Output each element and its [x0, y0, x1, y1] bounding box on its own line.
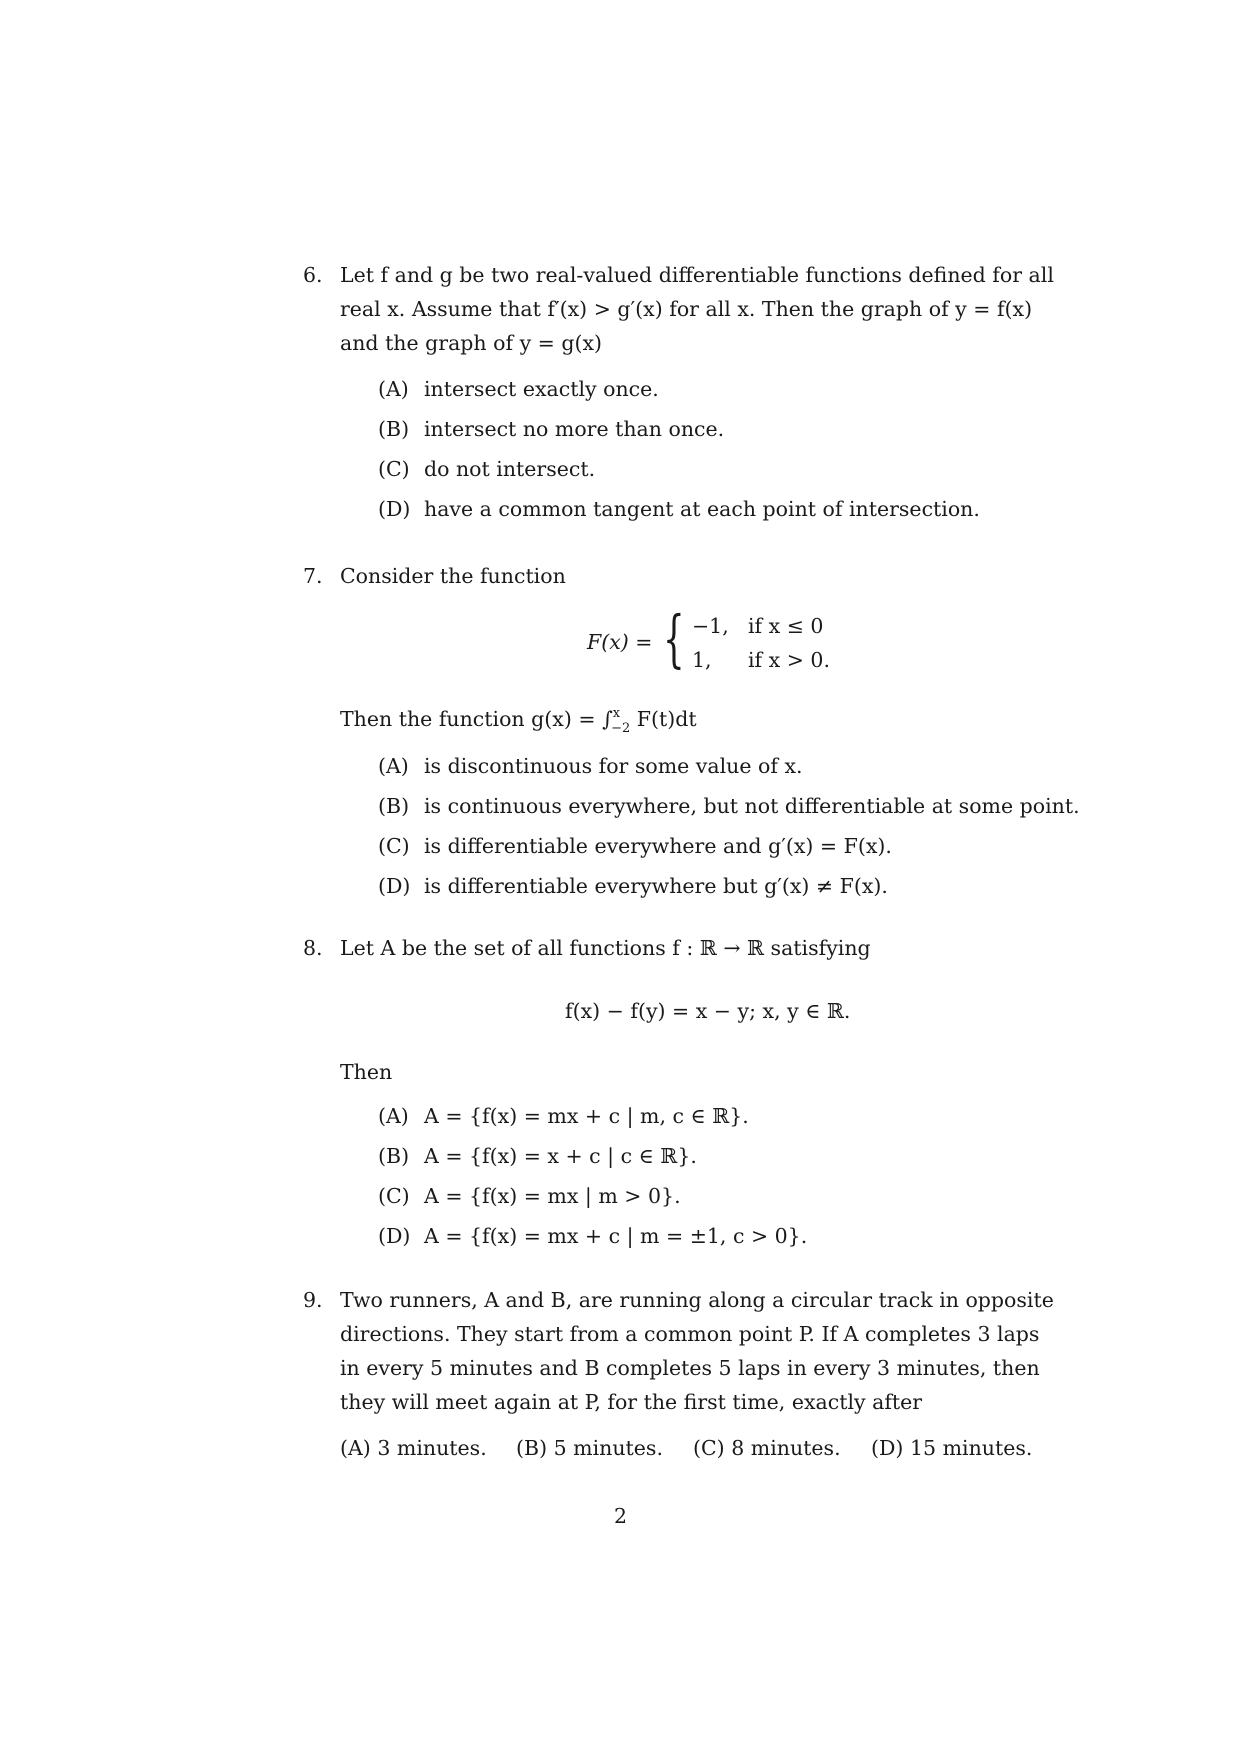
option-label: (B): [516, 1436, 548, 1460]
option-a: [340, 1436, 487, 1460]
page-number: 2: [613, 1504, 628, 1528]
question-text-line: Let f and g be two real-valued differentiable functions defined for all: [340, 263, 1054, 287]
question-number: 8.: [303, 936, 323, 960]
option-d: [378, 1224, 807, 1248]
option-label: (C): [378, 1184, 410, 1208]
integral-prefix: Then the function g(x) = ∫: [340, 707, 613, 731]
option-text: 3 minutes.: [377, 1436, 487, 1460]
option-text: A = {f(x) = x + c | c ∈ ℝ}.: [424, 1144, 697, 1168]
option-text: A = {f(x) = mx + c | m, c ∈ ℝ}.: [424, 1104, 749, 1128]
option-label: (D): [378, 874, 411, 898]
option-label: (C): [693, 1436, 725, 1460]
question-text-line: directions. They start from a common point P. If A completes 3 laps: [340, 1322, 1040, 1346]
option-a: [378, 754, 803, 778]
option-text: intersect exactly once.: [424, 377, 659, 401]
question-number: 6.: [303, 263, 323, 287]
question-text-line: Two runners, A and B, are running along a circular track in opposite: [340, 1288, 1054, 1312]
option-c: [378, 1184, 681, 1208]
case-1-value: −1,: [692, 614, 729, 638]
option-label: (D): [378, 497, 411, 521]
option-text: is differentiable everywhere but g′(x) ≠ F(x).: [424, 874, 888, 898]
question-number: 9.: [303, 1288, 323, 1312]
option-text: is differentiable everywhere and g′(x) = F(x).: [424, 834, 892, 858]
question-number: 7.: [303, 564, 323, 588]
question-text-line: Consider the function: [340, 564, 566, 588]
option-text: intersect no more than once.: [424, 417, 725, 441]
option-d: [378, 497, 980, 521]
option-a: [378, 1104, 749, 1128]
option-a: [378, 377, 659, 401]
integral-upper-limit: x: [612, 706, 621, 721]
option-label: (B): [378, 794, 410, 818]
question-text-line: in every 5 minutes and B completes 5 laps in every 3 minutes, then: [340, 1356, 1040, 1380]
question-text-line: and the graph of y = g(x): [340, 331, 603, 355]
option-c: [378, 457, 595, 481]
option-label: (C): [378, 457, 410, 481]
option-label: (A): [378, 377, 409, 401]
question-text-line: real x. Assume that f′(x) > g′(x) for all x. Then the graph of y = f(x): [340, 297, 1033, 321]
option-label: (A): [378, 754, 409, 778]
option-c: [693, 1436, 841, 1460]
option-text: 15 minutes.: [909, 1436, 1033, 1460]
functional-equation: f(x) − f(y) = x − y; x, y ∈ ℝ.: [565, 999, 851, 1023]
option-d: [871, 1436, 1032, 1460]
option-label: (D): [871, 1436, 904, 1460]
option-c: [378, 834, 892, 858]
option-text: A = {f(x) = mx | m > 0}.: [424, 1184, 681, 1208]
question-text-line: [340, 706, 697, 736]
option-b: [378, 794, 1080, 818]
question-text-line: they will meet again at P, for the first time, exactly after: [340, 1390, 923, 1414]
option-text: is discontinuous for some value of x.: [424, 754, 803, 778]
option-label: (B): [378, 417, 410, 441]
option-d: [378, 874, 888, 898]
option-label: (A): [340, 1436, 371, 1460]
option-label: (A): [378, 1104, 409, 1128]
option-b: [378, 417, 724, 441]
case-2-condition: if x > 0.: [748, 648, 830, 672]
question-text-line: Let A be the set of all functions f : ℝ → ℝ satisfying: [340, 936, 871, 960]
integral-lower-limit: −2: [611, 721, 631, 736]
option-b: [516, 1436, 663, 1460]
case-2-value: 1,: [692, 648, 712, 672]
then-text: Then: [340, 1060, 393, 1084]
option-b: [378, 1144, 697, 1168]
left-brace: {: [663, 602, 685, 675]
case-1-condition: if x ≤ 0: [748, 614, 824, 638]
option-label: (B): [378, 1144, 410, 1168]
option-label: (D): [378, 1224, 411, 1248]
option-label: (C): [378, 834, 410, 858]
option-text: 5 minutes.: [553, 1436, 663, 1460]
option-text: is continuous everywhere, but not differentiable at some point.: [424, 794, 1080, 818]
option-text: do not intersect.: [424, 457, 596, 481]
integral-suffix: F(t)dt: [636, 707, 697, 731]
piecewise-lhs: F(x) =: [587, 630, 653, 654]
option-text: have a common tangent at each point of intersection.: [424, 497, 980, 521]
option-text: 8 minutes.: [731, 1436, 841, 1460]
option-text: A = {f(x) = mx + c | m = ±1, c > 0}.: [424, 1224, 808, 1248]
